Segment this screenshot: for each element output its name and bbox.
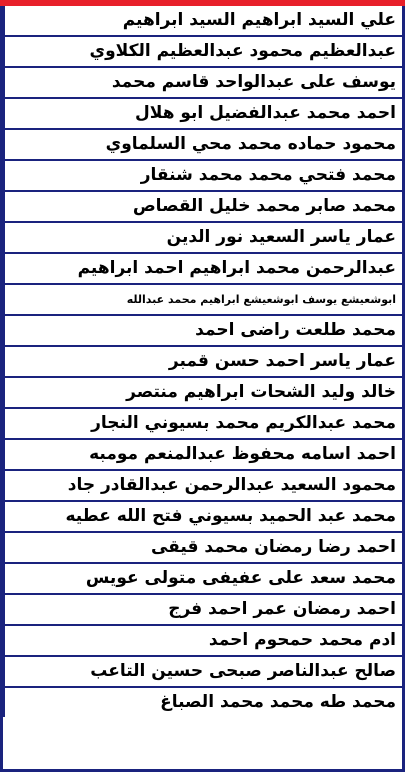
name-cell: محمد عبد الحميد بسيوني فتح الله عطيه bbox=[4, 501, 402, 532]
name-cell: خالد وليد الشحات ابراهيم منتصر bbox=[4, 377, 402, 408]
table-row bbox=[4, 625, 402, 656]
name-cell: محمد طلعت راضى احمد bbox=[4, 315, 402, 346]
name-cell: احمد محمد عبدالفضيل ابو هلال bbox=[4, 98, 402, 129]
table-row bbox=[4, 284, 402, 315]
table-row bbox=[4, 501, 402, 532]
name-cell: صالح عبدالناصر صبحى حسين التاعب bbox=[4, 656, 402, 687]
table-row bbox=[4, 532, 402, 563]
name-cell: محمد عبدالكريم محمد بسيوني النجار bbox=[4, 408, 402, 439]
table-row bbox=[4, 191, 402, 222]
table-row bbox=[4, 346, 402, 377]
name-cell: عمار ياسر احمد حسن قمبر bbox=[4, 346, 402, 377]
table-row bbox=[4, 36, 402, 67]
table-row bbox=[4, 6, 402, 36]
name-cell: عبدالرحمن محمد ابراهيم احمد ابراهيم bbox=[4, 253, 402, 284]
table-row bbox=[4, 687, 402, 717]
name-cell: محمد فتحي محمد محمد شنقار bbox=[4, 160, 402, 191]
table-row bbox=[4, 439, 402, 470]
names-list-frame bbox=[0, 6, 405, 772]
table-row bbox=[4, 470, 402, 501]
table-row bbox=[4, 129, 402, 160]
table-row bbox=[4, 563, 402, 594]
name-cell: ادم محمد حمحوم احمد bbox=[4, 625, 402, 656]
name-cell: محمد صابر محمد خليل القصاص bbox=[4, 191, 402, 222]
table-row bbox=[4, 315, 402, 346]
table-row bbox=[4, 253, 402, 284]
name-cell: احمد رضا رمضان محمد قيقى bbox=[4, 532, 402, 563]
table-row bbox=[4, 377, 402, 408]
table-row bbox=[4, 408, 402, 439]
table-row bbox=[4, 160, 402, 191]
name-cell: احمد رمضان عمر احمد فرج bbox=[4, 594, 402, 625]
table-row bbox=[4, 222, 402, 253]
name-cell: محمد طه محمد محمد الصباغ bbox=[4, 687, 402, 717]
name-cell: عبدالعظيم محمود عبدالعظيم الكلاوي bbox=[4, 36, 402, 67]
name-cell: محمد سعد على عفيفى متولى عويس bbox=[4, 563, 402, 594]
name-cell: احمد اسامه محفوظ عبدالمنعم مومبه bbox=[4, 439, 402, 470]
names-table bbox=[3, 6, 402, 717]
name-cell: ابوشعيشع يوسف ابوشعيشع ابراهيم محمد عبدالله bbox=[4, 284, 402, 315]
table-row bbox=[4, 98, 402, 129]
name-cell: عمار ياسر السعيد نور الدين bbox=[4, 222, 402, 253]
name-cell: محمود السعيد عبدالرحمن عبدالقادر جاد bbox=[4, 470, 402, 501]
name-cell: علي السيد ابراهيم السيد ابراهيم bbox=[4, 6, 402, 36]
table-row bbox=[4, 656, 402, 687]
name-cell: يوسف على عبدالواحد قاسم محمد bbox=[4, 67, 402, 98]
table-row bbox=[4, 594, 402, 625]
name-cell: محمود حماده محمد محي السلماوي bbox=[4, 129, 402, 160]
table-row bbox=[4, 67, 402, 98]
